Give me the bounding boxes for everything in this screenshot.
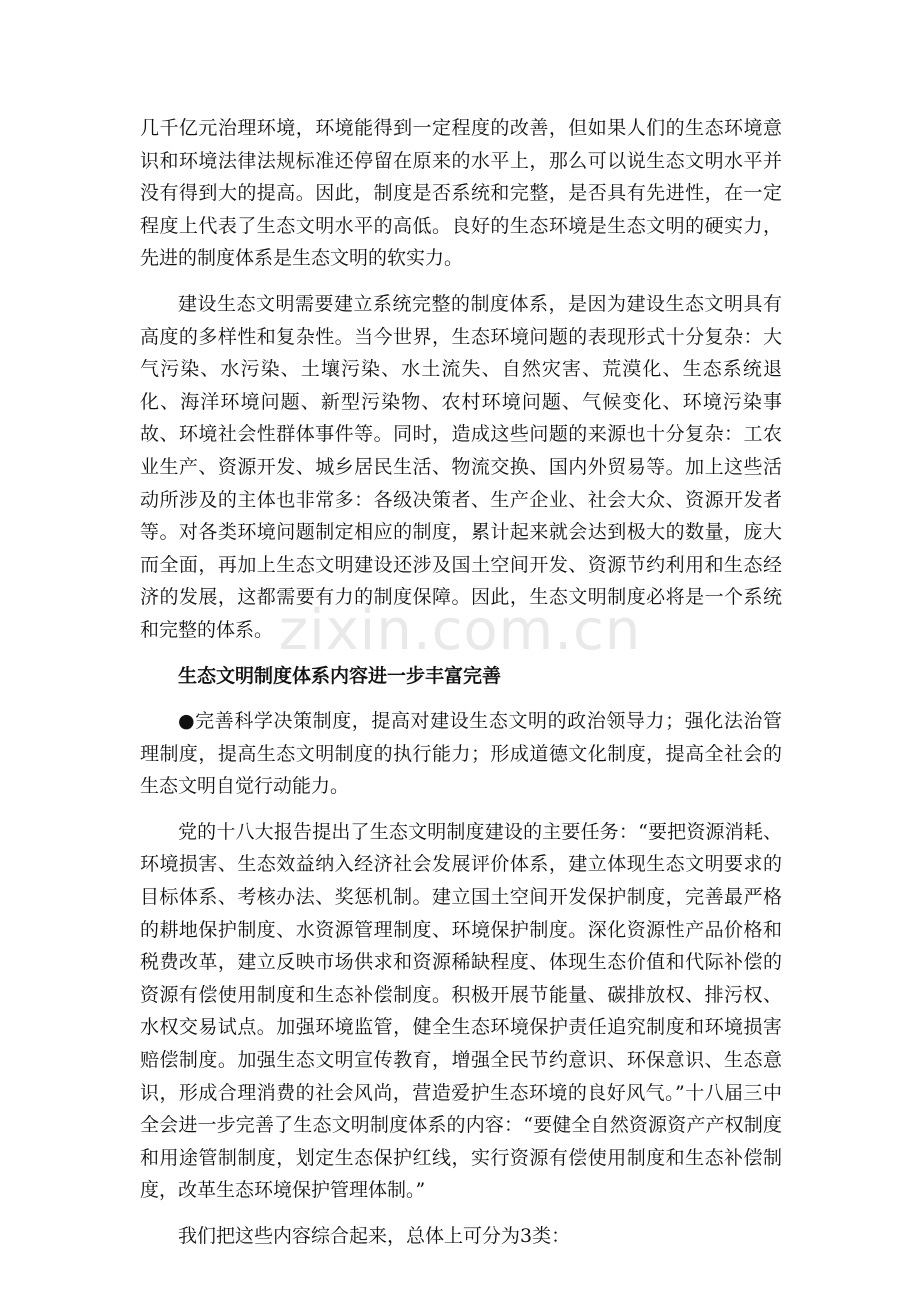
body-paragraph: 我们把这些内容综合起来，总体上可分为3类： [178,1225,571,1247]
watermark: zixin.com.cn [278,598,642,663]
body-paragraph: 几千亿元治理环境，环境能得到一定程度的改善，但如果人们的生态环境意识和环境法律法规标准还停留在原来的水平上，那么可以说生态文明水平并没有得到大的提高。因此，制度是否系统和完整，是否具有先进性，在一定程度上代表了生态文明水平的高低。良好的生态环境是生态文明的硬实力，先进的制度体系是生态文明的软实力。 [140,117,782,270]
document-page [140,112,782,1266]
body-paragraph: 建设生态文明需要建立系统完整的制度体系，是因为建设生态文明具有高度的多样性和复杂性。当今世界，生态环境问题的表现形式十分复杂：大气污染、水污染、土壤污染、水土流失、自然灾害、荒漠化、生态系统退化、海洋环境问题、新型污染物、农村环境问题、气候变化、环境污染事故、环境社会性群体事件等。同时，造成这些问题的来源也十分复杂：工农业生产、资源开发、城乡居民生活、物流交换、国内外贸易等。加上这些活动所涉及的主体也非常多：各级决策者、生产企业、社会大众、资源开发者等。对各类环境问题制定相应的制度，累计起来就会达到极大的数量，庞大而全面，再加上生态文明建设还涉及国土空间开发、资源节约利用和生态经济的发展，这都需要有力的制度保障。因此，生态文明制度必将是一个系统和完整的体系。 [140,292,782,641]
body-paragraph: 党的十八大报告提出了生态文明制度建设的主要任务：“要把资源消耗、环境损害、生态效益纳入经济社会发展评价体系，建立体现生态文明要求的目标体系、考核办法、奖惩机制。建立国土空间开发保护制度，完善最严格的耕地保护制度、水资源管理制度、环境保护制度。深化资源性产品价格和税费改革，建立反映市场供求和资源稀缺程度、体现生态价值和代际补偿的资源有偿使用制度和生态补偿制度。积极开展节能量、碳排放权、排污权、水权交易试点。加强环境监管，健全生态环境保护责任追究制度和环境损害赔偿制度。加强生态文明宣传教育，增强全民节约意识、环保意识、生态意识，形成合理消费的社会风尚，营造爱护生态环境的良好风气。”十八届三中全会进一步完善了生态文明制度体系的内容：“要健全自然资源资产产权制度和用途管制制度，划定生态保护红线，实行资源有偿使用制度和生态补偿制度，改革生态环境保护管理体制。” [140,820,782,1202]
bullet-paragraph: ●完善科学决策制度，提高对建设生态文明的政治领导力；强化法治管理制度，提高生态文明制度的执行能力；形成道德文化制度，提高全社会的生态文明自觉行动能力。 [140,710,782,798]
section-heading: 生态文明制度体系内容进一步丰富完善 [178,664,502,687]
